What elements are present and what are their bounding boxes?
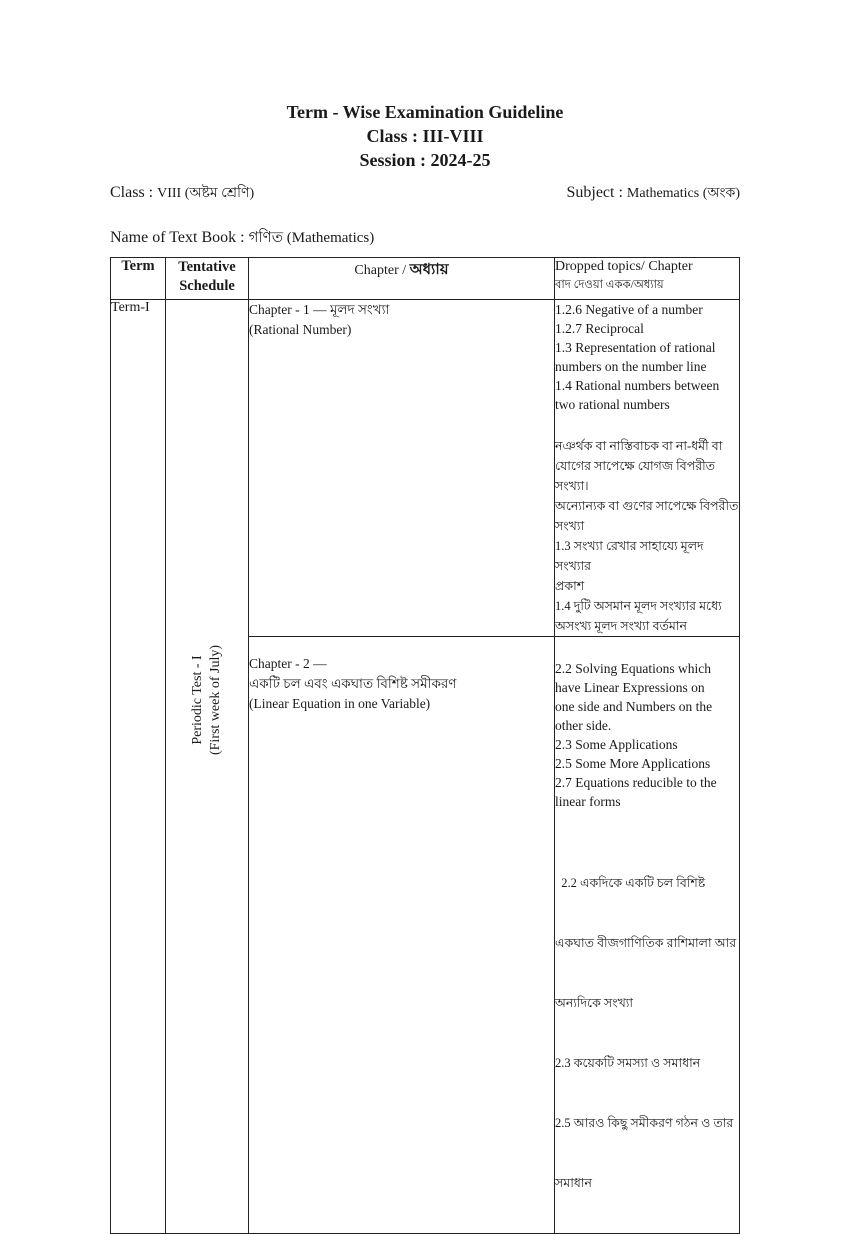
chapter-line: (Linear Equation in one Variable) [249, 696, 431, 711]
dropped-item: প্রকাশ [555, 579, 585, 593]
dropped-en-list [555, 659, 739, 811]
dropped-item: 1.2.7 Reciprocal [555, 321, 644, 336]
header-chapter [249, 258, 555, 300]
dropped-item: numbers on the number line [555, 359, 707, 374]
schedule-line2: (First week of July) [208, 644, 223, 756]
textbook-info [110, 226, 374, 251]
dropped-item: একঘাত বীজগাণিতিক রাশিমালা আর [555, 936, 737, 950]
chapter-cell [249, 300, 555, 637]
session: Session : 2024-25 [359, 150, 491, 170]
dropped-item: অন্যদিকে সংখ্যা [555, 996, 634, 1010]
dropped-item: 2.3 কয়েকটি সমস্যা ও সমাধান [555, 1056, 701, 1070]
dropped-item: linear forms [555, 794, 621, 809]
class-range: Class : III-VIII [366, 126, 484, 146]
dropped-cell [555, 637, 740, 1234]
schedule-line1: Periodic Test - I [190, 655, 205, 745]
dropped-item: সংখ্যা [555, 519, 585, 533]
dropped-bn-list [555, 833, 739, 1233]
subject-info [566, 181, 740, 205]
textbook-value: গণিত (Mathematics) [248, 230, 375, 246]
dropped-item: two rational numbers [555, 397, 670, 412]
dropped-item: সমাধান [555, 1176, 592, 1190]
dropped-cell [555, 300, 740, 637]
table-row [111, 300, 740, 637]
class-label: Class : [110, 184, 158, 201]
textbook-label: Name of Text Book : [110, 229, 249, 246]
header-schedule-line2: Schedule [179, 278, 235, 294]
schedule-cell [166, 300, 249, 1234]
dropped-item: যোগের সাপেক্ষে যোগজ বিপরীত [555, 459, 716, 473]
chapter-cell [249, 637, 555, 1234]
guideline-table [110, 257, 740, 1234]
dropped-item: 1.3 Representation of rational [555, 340, 716, 355]
dropped-item: 2.2 একদিকে একটি চল বিশিষ্ট [555, 876, 706, 890]
term-cell: Term-I [111, 300, 166, 1234]
class-subject-row [110, 181, 740, 205]
dropped-item: 2.5 Some More Applications [555, 756, 711, 771]
schedule-text [189, 645, 225, 755]
header-dropped [555, 258, 740, 300]
header-schedule [166, 258, 249, 300]
class-value: VIII (অষ্টম শ্রেণি) [157, 186, 255, 201]
header-term: Term [111, 258, 166, 300]
document-header [0, 100, 850, 172]
chapter-line: Chapter - 2 — [249, 656, 327, 671]
dropped-item: সংখ্যা। [555, 479, 589, 493]
dropped-bn-list [555, 436, 739, 636]
chapter-line: একটি চল এবং একঘাত বিশিষ্ট সমীকরণ [249, 676, 457, 691]
dropped-item: 1.3 সংখ্যা রেখার সাহায্যে মূলদ সংখ্যার [555, 539, 704, 573]
table-header-row [111, 258, 740, 300]
dropped-item: অন্যোন্যক বা গুণের সাপেক্ষে বিপরীত [555, 499, 739, 513]
header-dropped-line2: বাদ দেওয়া একক/অধ্যায় [555, 279, 664, 291]
subject-label: Subject : [566, 184, 627, 201]
document-title: Term - Wise Examination Guideline [286, 102, 564, 122]
dropped-item: have Linear Expressions on [555, 680, 705, 695]
dropped-item: নঞর্থক বা নাস্তিবাচক বা না-ধর্মী বা [555, 439, 723, 453]
dropped-item: 2.5 আরও কিছু সমীকরণ গঠন ও তার [555, 1116, 734, 1130]
chapter-line: (Rational Number) [249, 322, 352, 337]
dropped-item: 2.7 Equations reducible to the [555, 775, 717, 790]
dropped-item: 2.2 Solving Equations which [555, 661, 711, 676]
dropped-item: one side and Numbers on the [555, 699, 713, 714]
dropped-en-list [555, 300, 739, 414]
header-schedule-line1: Tentative [178, 259, 236, 275]
dropped-item: অসংখ্য মূলদ সংখ্যা বর্তমান [555, 619, 687, 633]
class-info [110, 181, 254, 205]
dropped-item: 1.4 Rational numbers between [555, 378, 720, 393]
subject-value: Mathematics (অংক) [626, 186, 740, 201]
dropped-item: 1.2.6 Negative of a number [555, 302, 703, 317]
dropped-item: other side. [555, 718, 612, 733]
dropped-item: 2.3 Some Applications [555, 737, 678, 752]
header-chapter-bn: অধ্যায় [409, 262, 449, 278]
header-chapter-en: Chapter / [354, 263, 410, 278]
chapter-line: Chapter - 1 — মূলদ সংখ্যা [249, 302, 390, 317]
dropped-item: 1.4 দুটি অসমান মূলদ সংখ্যার মধ্যে [555, 599, 722, 613]
header-dropped-line1: Dropped topics/ Chapter [555, 259, 693, 274]
